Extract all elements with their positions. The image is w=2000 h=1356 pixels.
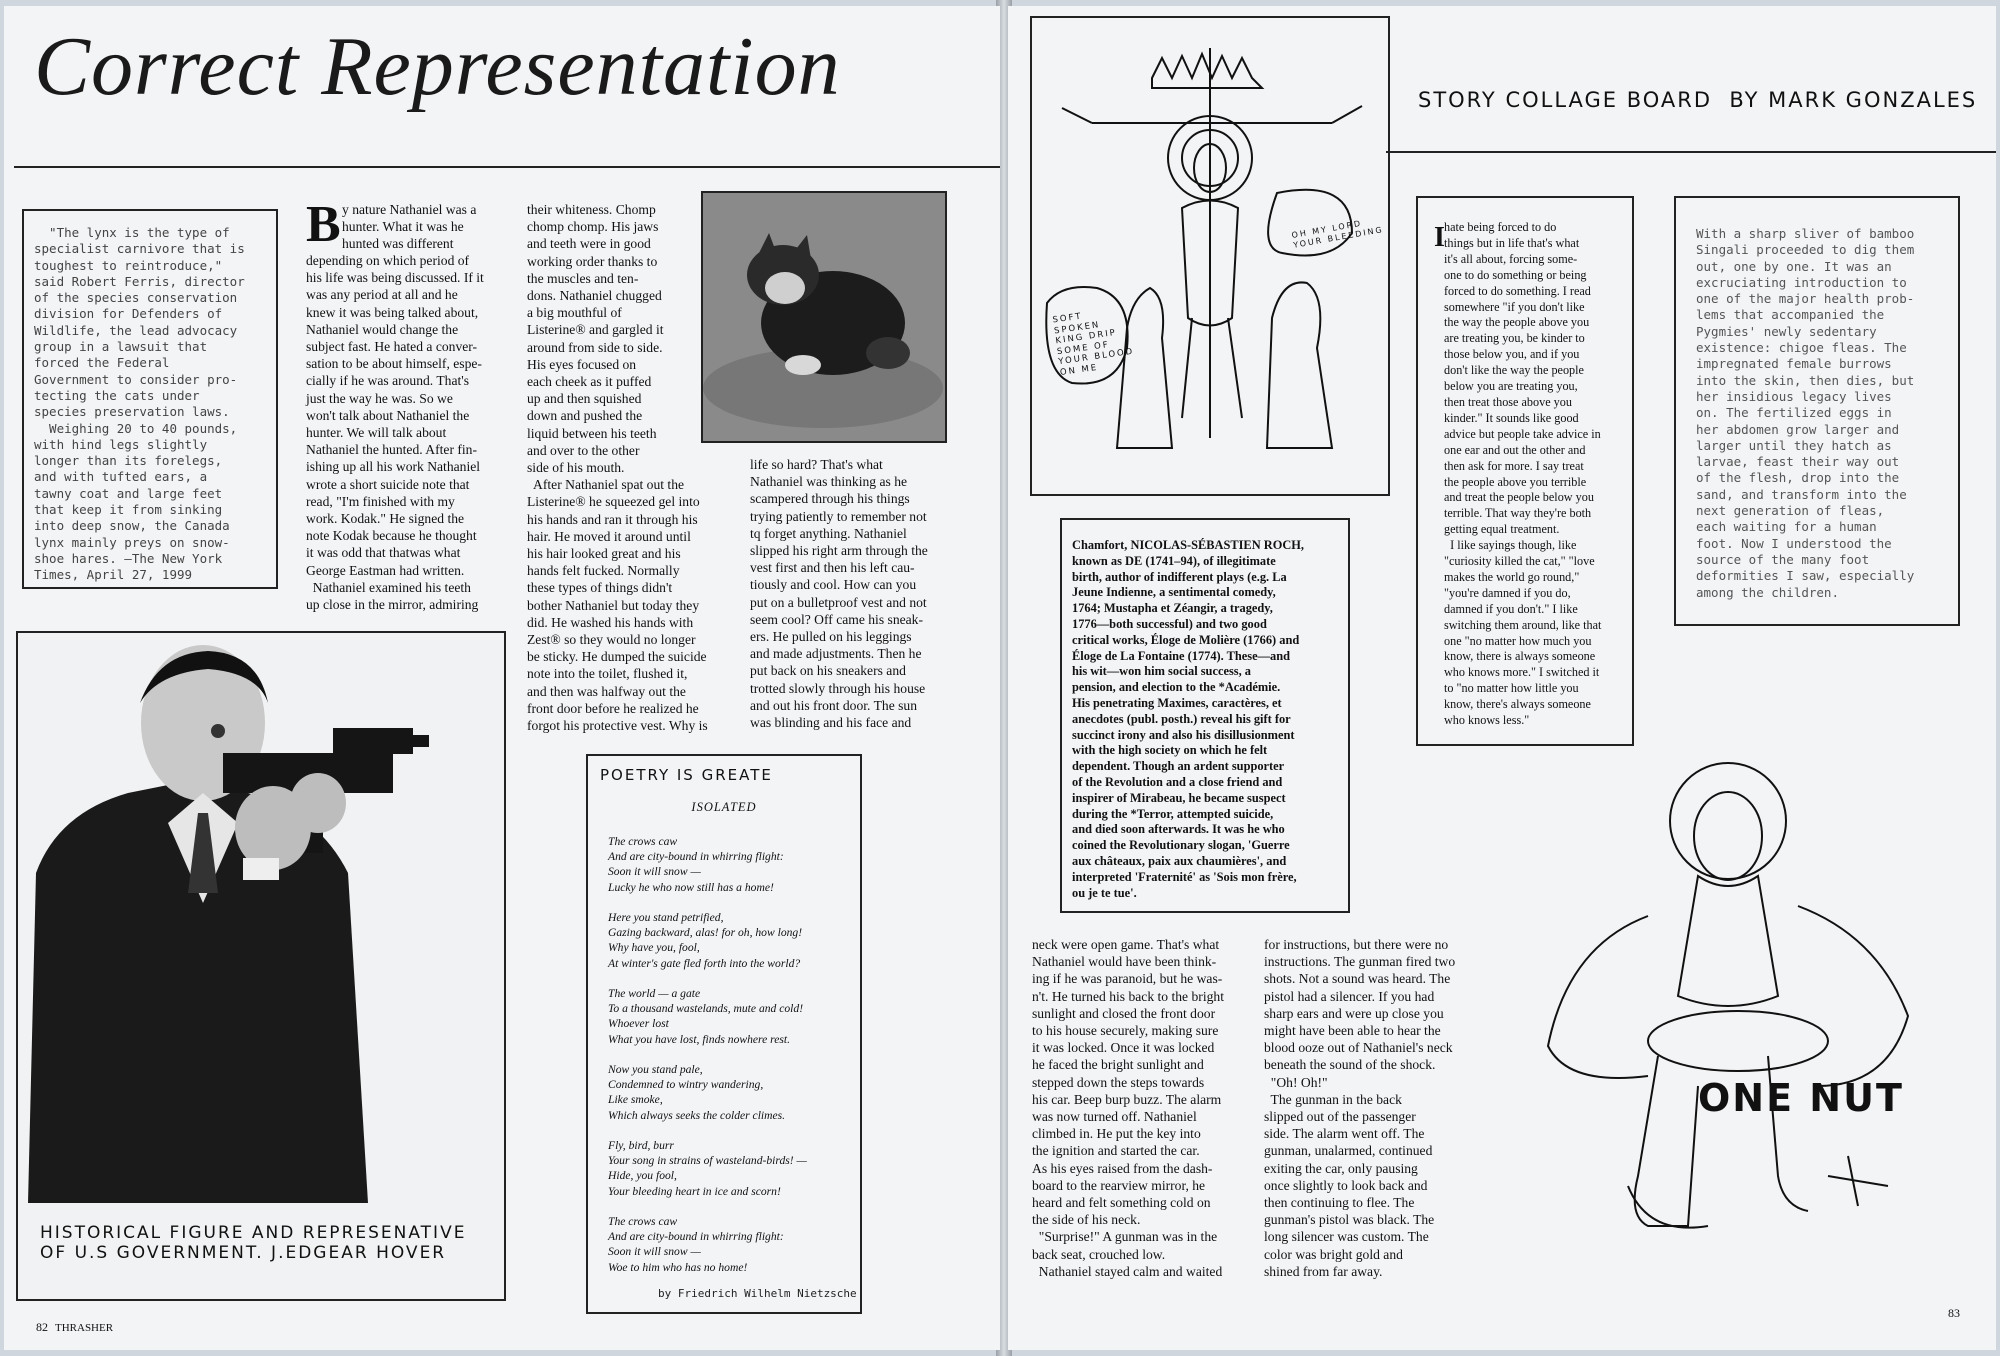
story-text-col1: depending on which period of his life was being discussed. If it was any period at all and he knew it was being talked about, Nathaniel would change the subject fast. He hated a conver- sation to be about himself, espe- cially if he was around. That's just the way he was. So we won't talk about Nathaniel the hunter. We will talk about Nathaniel the hunted. After fin- ishing up all his work Nathaniel wrote a short suicide note that read, "I'm finished with my work. Kodak." He signed the note Kodak because he thought it was odd that thatwas what George Eastman had written. Nathaniel examined his teeth up close in the mirror, admiring bbox=[306, 253, 484, 613]
crucifix-drawing-box bbox=[1030, 16, 1390, 496]
crucifix-drawing bbox=[1032, 18, 1388, 494]
angel-scrawl: ONE NUT bbox=[1698, 1076, 1904, 1120]
speech-bubble-left: SOFT SPOKEN KING DRIP SOME OF YOUR BLOOD ON ME bbox=[1051, 311, 1135, 378]
pull-quote-text: "The lynx is the type of specialist carnivore that is toughest to reintroduce," said Robert Ferris, director of the species conservation division for Defenders of Wildlife, the lead advocacy group in a lawsuit that forced the Federal Government to consider pro- tecting the cats under species preservation laws. Weighing 20 to 40 pounds, with hind legs slightly longer than its forelegs, and with tufted ears, a tawny coat and large feet that keep it from sinking into deep snow, the Canada lynx mainly preys on snow- shoe hares. —The New York Times, April 27, 1999 bbox=[34, 225, 245, 583]
story-text-col2: their whiteness. Chomp chomp chomp. His jaws and teeth were in good working order thanks to the muscles and ten- dons. Nathaniel chugged a big mouthful of Listerine® and gargled it around from side to side. His eyes focused on each cheek as it puffed up and then squished down and pushed the liquid between his teeth and over to the other side of his mouth. After Nathaniel spat out the Listerine® he squeezed gel into his hands and ran it through his hair. He moved it around until his hair looked great and his hands felt fucked. Normally these types of things didn't bother Nathaniel but today they did. He washed his hands with Zest® so they would no longer be sticky. He dumped the suicide note into the toilet, flushed it, and then was halfway out the front door before he realized he forgot his protective vest. Why is bbox=[527, 202, 708, 734]
hoover-caption: HISTORICAL FIGURE AND REPRESENATIVE OF U.S GOVERNMENT. J.EDGEAR HOVER bbox=[40, 1223, 467, 1263]
quote-box bbox=[1416, 196, 1634, 746]
collage-heading: STORY COLLAGE BOARD BY MARK GONZALES bbox=[1418, 88, 1978, 112]
page-title: Correct Representation bbox=[34, 20, 841, 113]
encyclopedia-entry: Chamfort, NICOLAS-SÉBASTIEN ROCH, known as DE (1741–94), of illegitimate birth, author of indifferent plays (e.g. La Jeune Indienne, a sentimental comedy, 1764; Mustapha et Zéangir, a tragedy, 1776—both successful) and two good critical works, Éloge de Molière (1766) and Éloge de La Fontaine (1774). These—and his wit—won him social success, a pension, and election to the *Académie. His penetrating Maximes, caractères, et anecdotes (publ. posth.) reveal his gift for succinct irony and also his disillusionment with the high society on which he felt dependent. Though an ardent supporter of the Revolution and a close friend and inspirer of Mirabeau, he became suspect during the *Terror, attempted suicide, and died soon afterwards. It was he who coined the Revolutionary slogan, 'Guerre aux châteaux, paix aux chaumières', and interpreted 'Fraternité' as 'Sois mon frère, ou je te tue'. bbox=[1072, 538, 1305, 900]
poem-author: by Friedrich Wilhelm Nietzsche bbox=[658, 1287, 857, 1300]
encyclopedia-box bbox=[1060, 518, 1350, 913]
cat-photo-image bbox=[703, 193, 945, 441]
pygmies-text: With a sharp sliver of bamboo Singali proceeded to dig them out, one by one. It was an excruciating introduction to one of the major health prob- lems that accompanied the Pygmies' newly sedentary existence: chigoe fleas. The impregnated female burrows into the skin, then dies, but her insidious legacy lives on. The fertilized eggs in her abdomen grow larger and larger until they hatch as larvae, feast their way out of the flesh, drop into the sand, and transform into the next generation of fleas, each waiting for a human foot. Now I understood the source of the many foot deformities I saw, especially among the children. bbox=[1696, 226, 1915, 600]
angel-drawing bbox=[1528, 756, 1948, 1276]
magazine-name: THRASHER bbox=[55, 1322, 114, 1334]
story-text-col3: life so hard? That's what Nathaniel was thinking as he scampered through his things trying patiently to remember not tq forget anything. Nathaniel slipped his right arm through the vest first and then his left cau- tiously and cool. How can you put on a bulletproof vest and not seem cool? Off came his sneak- ers. He pulled on his leggings and made adjustments. Then he put back on his sneakers and trotted slowly through his house and out his front door. The sun was blinding and his face and bbox=[750, 457, 928, 731]
pygmies-text-box bbox=[1674, 196, 1960, 626]
left-page bbox=[4, 6, 1000, 1350]
poem-title: ISOLATED bbox=[691, 800, 757, 814]
poem-body: The crows caw And are city-bound in whirring flight: Soon it will snow — Lucky he who now still has a home! Here you stand petrified, Gazing backward, alas! for oh, how long! Why have you, fool, At winter's gate fled forth into the world? The world — a gate To a thousand wastelands, mute and cold! Whoever lost What you have lost, finds nowhere rest. Now you stand pale, Condemned to wintry wandering, Like smoke, Which always seeks the colder climes. Fly, bird, burr Your song in strains of wasteland-birds! — Hide, you fool, Your bleeding heart in ice and scorn! The crows caw And are city-bound in whirring flight: Soon it will snow — Woe to him who has no home! bbox=[608, 835, 807, 1274]
quote-drop-cap: I bbox=[1434, 222, 1445, 253]
heading-rule bbox=[1386, 151, 1996, 153]
speech-bubble-right: OH MY LORD YOUR BLEEDING bbox=[1290, 218, 1385, 250]
cat-photo bbox=[701, 191, 947, 443]
title-rule bbox=[14, 166, 1000, 168]
poem-box bbox=[586, 754, 862, 1314]
story-text-col4: neck were open game. That's what Nathaniel would have been think- ing if he was paranoid, but he was- n't. He turned his back to the bright sunlight and closed the front door to his house securely, making sure it was locked. Once it was locked he faced the bright sunlight and stepped down the steps towards his car. Beep burp buzz. The alarm was now turned off. Nathaniel climbed in. He put the key into the ignition and started the car. As his eyes raised from the dash- board to the rearview mirror, he heard and felt something cold on the side of his neck. "Surprise!" A gunman was in the back seat, crouched low. Nathaniel stayed calm and waited bbox=[1032, 937, 1224, 1279]
quote-text: hate being forced to do things but in life that's what it's all about, forcing some- one to do something or being forced to do something. I read somewhere "if you don't like the way the people above you are treating you, be kinder to those below you, and if you don't like the way the people below you are treating you, then treat those above you kinder." It sounds like good advice but people take advice in one ear and out the other and then ask for more. I say treat the people above you terrible and treat the people below you terrible. That way they're both getting equal treatment. I like sayings though, like "curiosity killed the cat," "love makes the world go round," "you're damned if you do, damned if you don't." I like switching them around, like that one "no matter how much you know, there is always someone who knows more." I switched it to "no matter how little you know, there's always someone who knows less." bbox=[1444, 220, 1602, 728]
hoover-photo bbox=[18, 643, 504, 1203]
page-number-left: 82 bbox=[36, 1320, 48, 1334]
story-lead-lines: y nature Nathaniel was a hunter. What it was he hunted was different bbox=[342, 202, 477, 252]
right-page bbox=[1008, 6, 1996, 1350]
folio-left bbox=[36, 1320, 113, 1335]
pull-quote-box bbox=[22, 209, 278, 589]
story-drop-cap: B bbox=[306, 196, 341, 253]
hoover-photo-box bbox=[16, 631, 506, 1301]
poem-heading: POETRY IS GREATE bbox=[600, 766, 773, 784]
story-text-col5: for instructions, but there were no instructions. The gunman fired two shots. Not a sound was heard. The pistol had a silencer. If you had sharp ears and were up close you might have been able to hear the blood ooze out of Nathaniel's neck beneath the sound of the shock. "Oh! Oh!" The gunman in the back slipped out of the passenger side. The alarm went off. The gunman, unalarmed, continued exiting the car, only pausing once slightly to look back and then continuing to flee. The gunman's pistol was black. The long silencer was custom. The color was bright gold and shined from far away. bbox=[1264, 937, 1456, 1279]
page-number-right: 83 bbox=[1948, 1306, 1960, 1320]
